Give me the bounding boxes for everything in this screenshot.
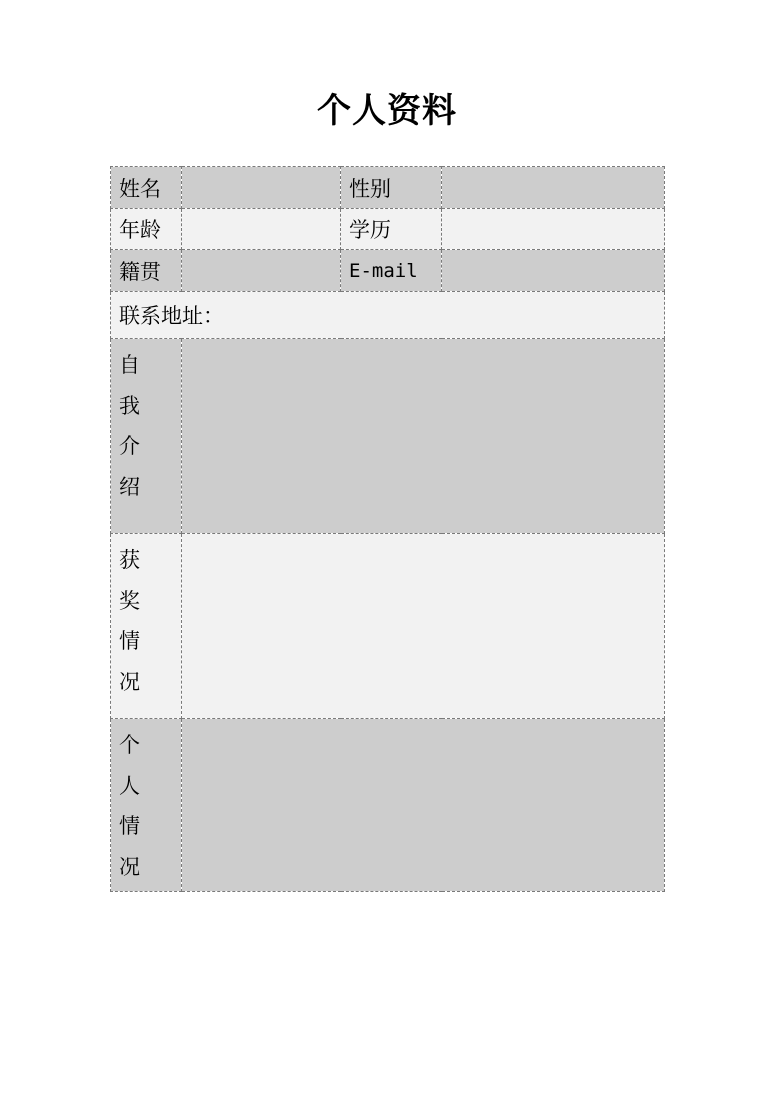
- education-label: 学历: [341, 209, 442, 250]
- self-intro-label: 自我介绍: [119, 353, 140, 499]
- page-title: 个人资料: [317, 91, 457, 131]
- email-field[interactable]: [442, 250, 665, 292]
- form-row-name-gender: [111, 167, 665, 209]
- awards-label: 获奖情况: [119, 548, 140, 694]
- age-label: 年龄: [111, 209, 182, 250]
- form-row-age-education: [111, 209, 665, 250]
- self-intro-field[interactable]: [182, 339, 665, 534]
- origin-field[interactable]: [182, 250, 341, 292]
- self-intro-label-cell: [111, 339, 182, 534]
- gender-field[interactable]: [442, 167, 665, 209]
- name-field[interactable]: [182, 167, 341, 209]
- name-label: 姓名: [111, 167, 182, 209]
- email-label: E-mail: [341, 250, 442, 292]
- personal-situation-label-cell: [111, 719, 182, 892]
- form-row-self-intro: [111, 339, 665, 534]
- origin-label: 籍贯: [111, 250, 182, 292]
- address-field[interactable]: [111, 292, 665, 339]
- form-row-address: [111, 292, 665, 339]
- form-row-awards: [111, 534, 665, 719]
- personal-situation-field[interactable]: [182, 719, 665, 892]
- address-label: 联系地址：: [119, 304, 224, 328]
- age-field[interactable]: [182, 209, 341, 250]
- awards-label-cell: [111, 534, 182, 719]
- awards-field[interactable]: [182, 534, 665, 719]
- personal-situation-label: 个人情况: [119, 733, 140, 879]
- personal-info-form: [110, 166, 665, 892]
- form-row-personal-situation: [111, 719, 665, 892]
- education-field[interactable]: [442, 209, 665, 250]
- gender-label: 性别: [341, 167, 442, 209]
- form-row-origin-email: [111, 250, 665, 292]
